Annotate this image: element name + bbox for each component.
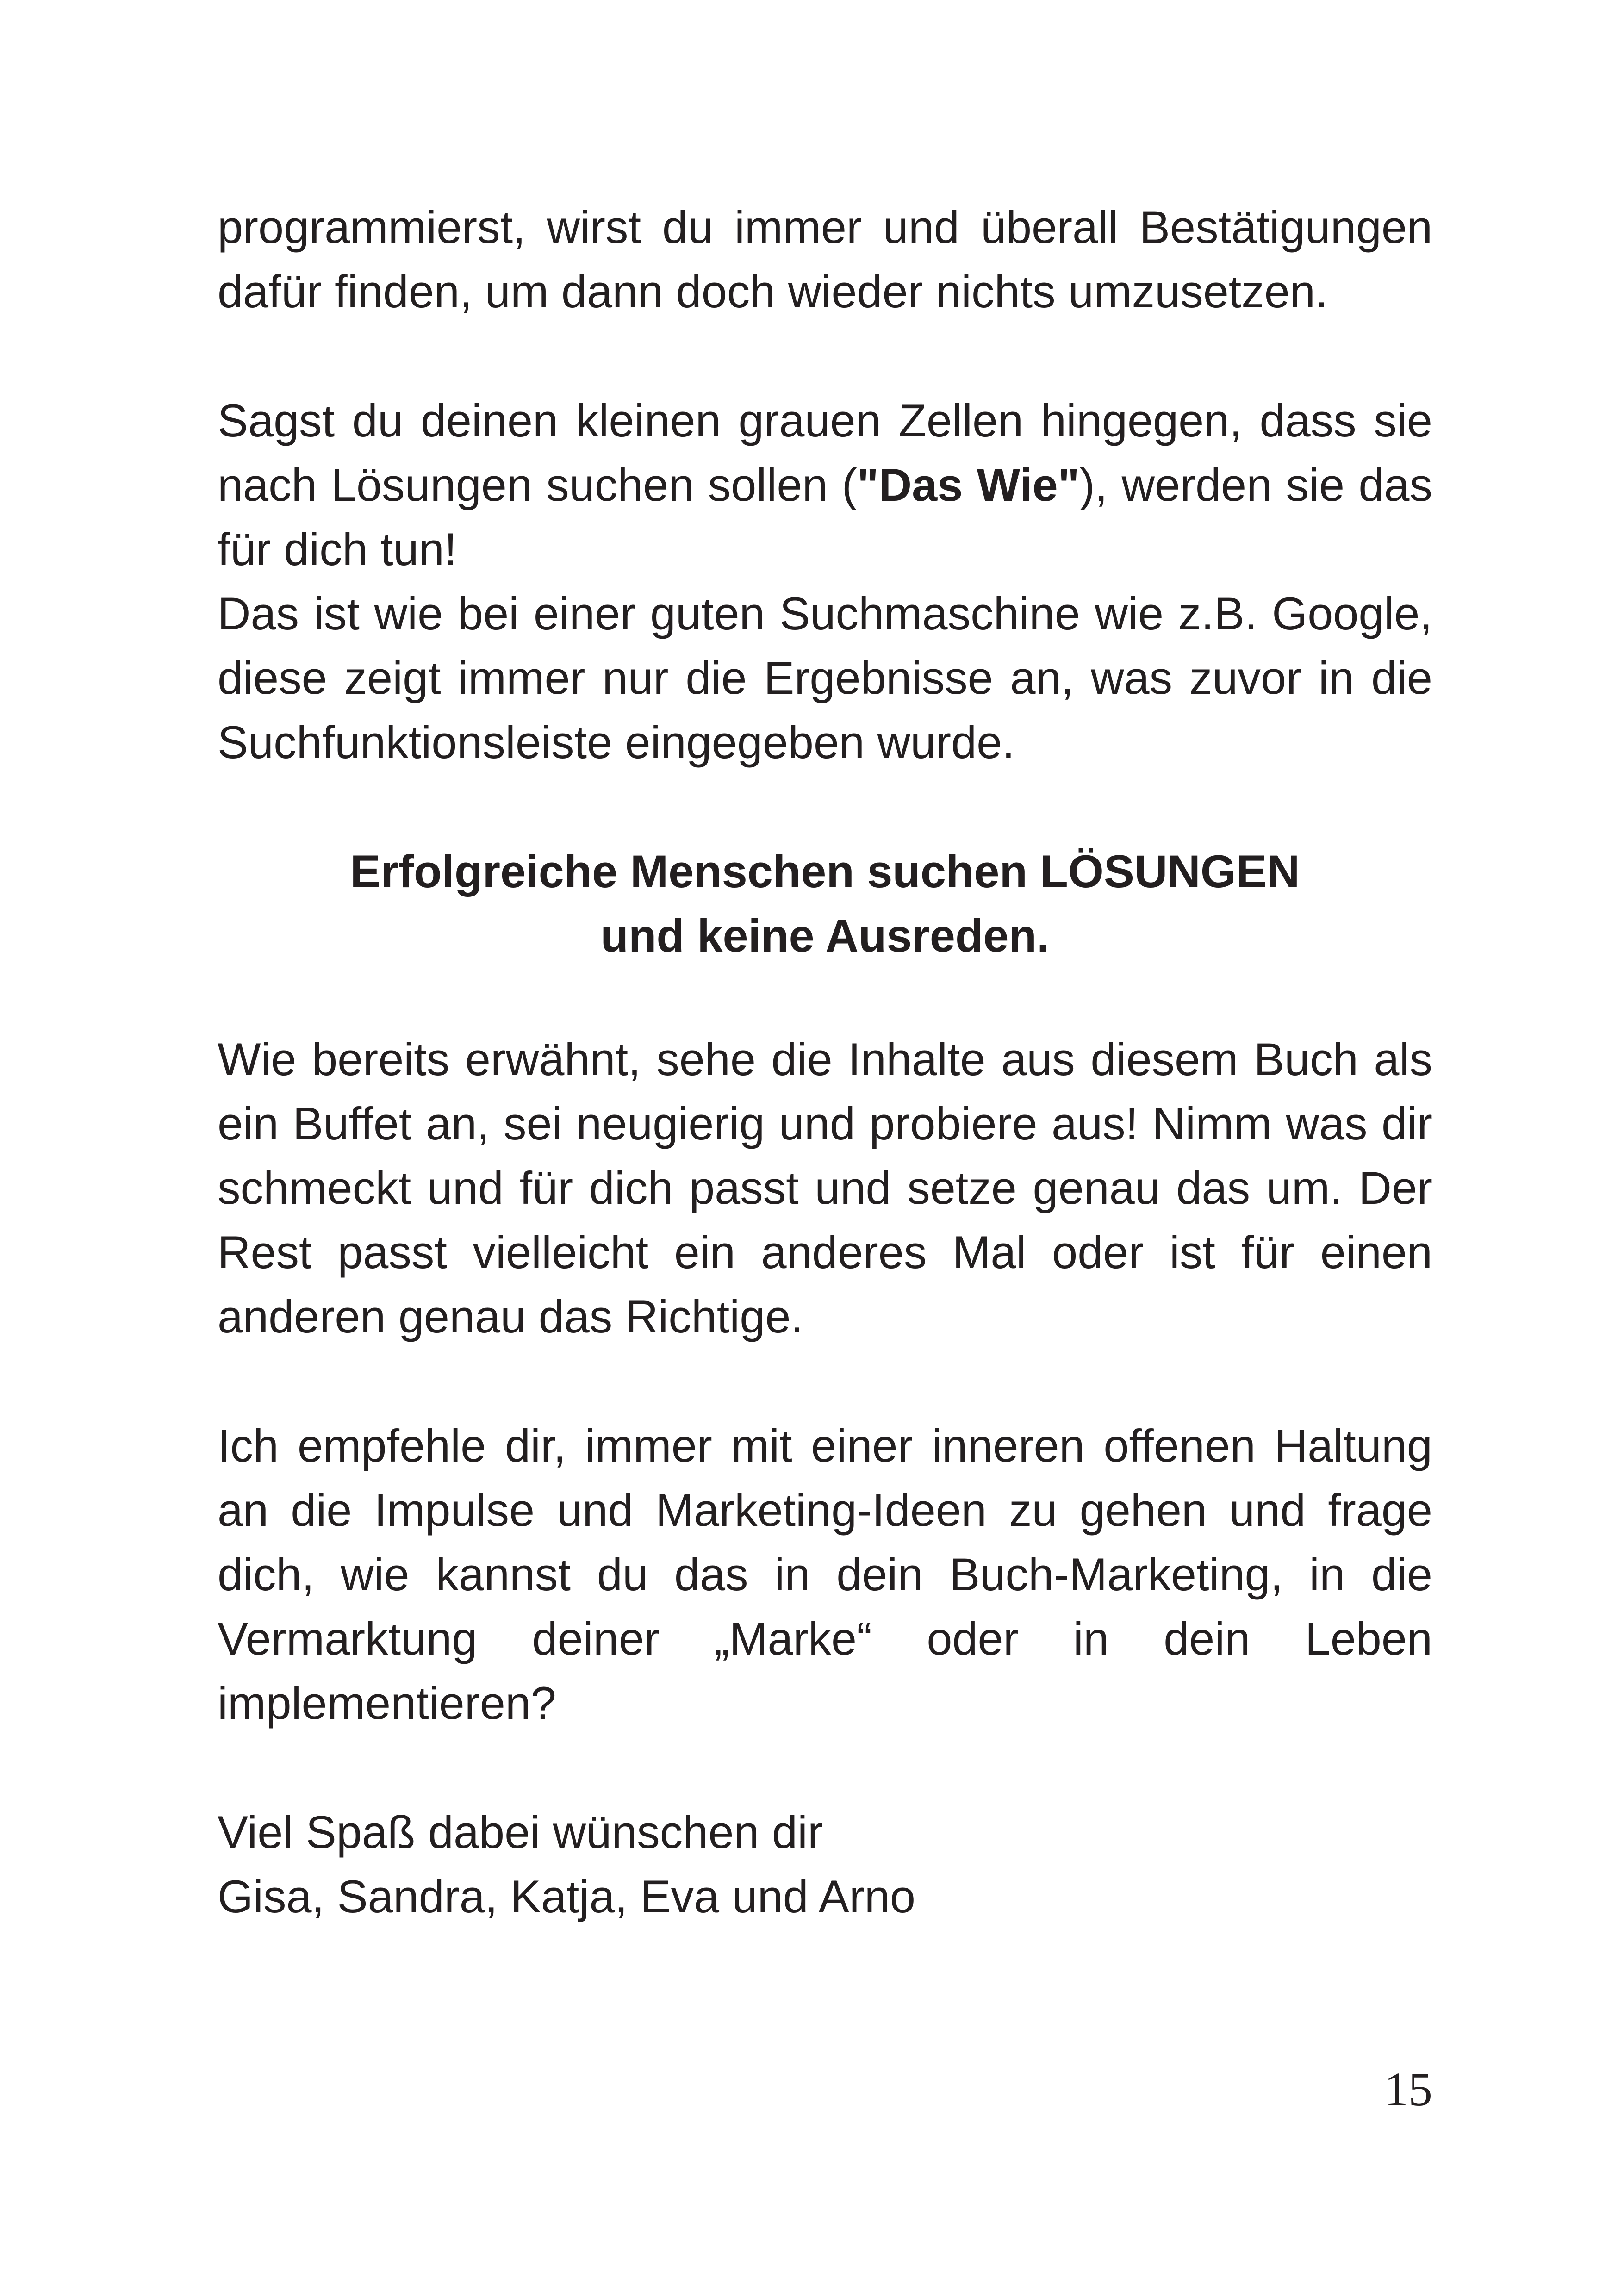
paragraph-3-line-4: Rest passt vielleicht ein anderes Mal oder ist für einen [218, 1226, 1432, 1278]
paragraph-4-line-3: dich, wie kannst du das in dein Buch-Marketing, in die [218, 1549, 1432, 1600]
paragraph-1 [218, 195, 1432, 324]
paragraph-2-line-2-start: nach Lösungen suchen sollen ( [218, 459, 857, 510]
paragraph-3-line-2: ein Buffet an, sei neugierig und probiere aus! Nimm was dir [218, 1098, 1432, 1149]
paragraph-2-line-6: Suchfunktionsleiste eingegeben wurde. [218, 716, 1015, 768]
paragraph-1-line-2: dafür finden, um dann doch wieder nichts umzusetzen. [218, 266, 1328, 317]
paragraph-3-line-3: schmeckt und für dich passt und setze genau das um. Der [218, 1162, 1432, 1213]
paragraph-2-line-2-end: ), werden sie das [1079, 459, 1432, 510]
paragraph-2-line-2 [218, 453, 1432, 517]
paragraph-2 [218, 388, 1432, 774]
paragraph-3-line-5: anderen genau das Richtige. [218, 1291, 803, 1342]
paragraph-2-line-5: diese zeigt immer nur die Ergebnisse an, was zuvor in die [218, 652, 1432, 703]
closing [218, 1800, 1432, 1929]
paragraph-2-line-1: Sagst du deinen kleinen grauen Zellen hingegen, dass sie [218, 395, 1432, 446]
page-number: 15 [1384, 2063, 1432, 2116]
section-heading-line-2: und keine Ausreden. [600, 910, 1050, 961]
paragraph-2-line-3: für dich tun! [218, 523, 457, 575]
emphasis-das-wie: "Das Wie" [857, 459, 1080, 510]
paragraph-4-line-1: Ich empfehle dir, immer mit einer inneren offenen Haltung [218, 1420, 1432, 1471]
closing-signature: Gisa, Sandra, Katja, Eva und Arno [218, 1871, 915, 1922]
section-heading-line-1: Erfolgreiche Menschen suchen LÖSUNGEN [350, 846, 1300, 897]
paragraph-3 [218, 1027, 1432, 1349]
paragraph-4-line-5: implementieren? [218, 1677, 556, 1729]
closing-line-1: Viel Spaß dabei wünschen dir [218, 1806, 823, 1858]
paragraph-4-line-4: Vermarktung deiner „Marke“ oder in dein Leben [218, 1613, 1432, 1664]
paragraph-4-line-2: an die Impulse und Marketing-Ideen zu gehen und frage [218, 1484, 1432, 1536]
paragraph-1-line-1: programmierst, wirst du immer und überall Bestätigungen [218, 201, 1432, 253]
section-heading [218, 839, 1432, 968]
paragraph-4 [218, 1413, 1432, 1735]
paragraph-2-line-4: Das ist wie bei einer guten Suchmaschine wie z.B. Google, [218, 588, 1432, 639]
paragraph-3-line-1: Wie bereits erwähnt, sehe die Inhalte aus diesem Buch als [218, 1033, 1432, 1085]
